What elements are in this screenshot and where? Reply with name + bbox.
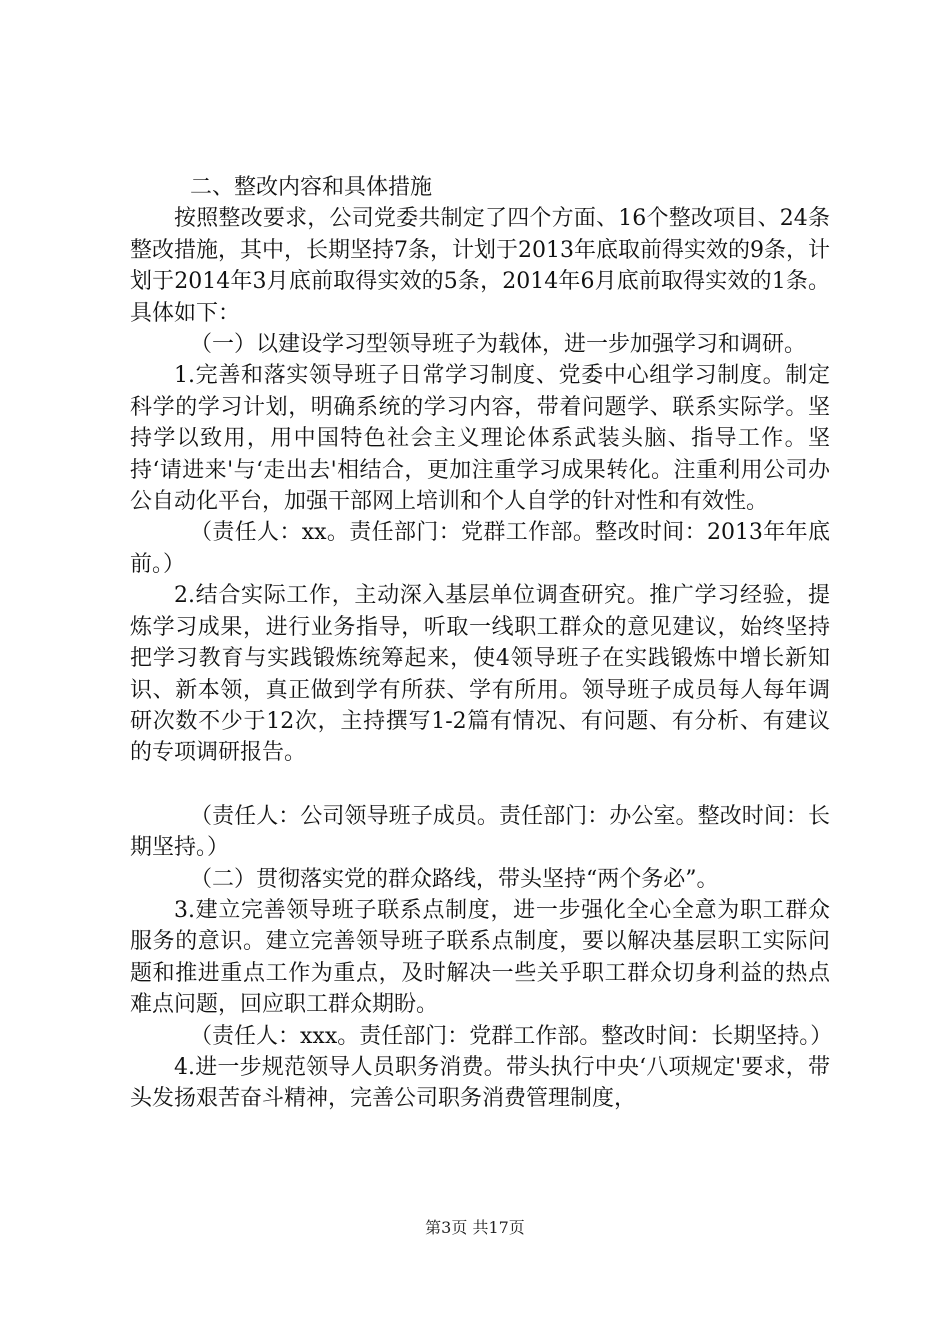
responsibility-note: （责任人：xxx。责任部门：党群工作部。整改时间：长期坚持。） [190,1023,833,1049]
responsibility-note: （责任人：xx。责任部门：党群工作部。整改时间：2013年年底前。） [130,520,830,577]
subsection-heading: （一）以建设学习型领导班子为载体，进一步加强学习和调研。 [190,332,807,358]
measure-item: 3.建立完善领导班子联系点制度，进一步强化全心全意为职工群众服务的意识。建立完善领导班子联系点制度，要以解决基层职工实际问题和推进重点工作为重点，及时解决一些关乎职工群众切身利益的热点难点问题，回应职工群众期盼。 [130,897,830,1018]
body-paragraph: 按照整改要求，公司党委共制定了四个方面、16个整改项目、24条整改措施，其中，长期坚持7条，计划于2013年底取前得实效的9条，计划于2014年3月底前取得实效的5条，2014年6月底前取得实效的1条。具体如下： [130,206,830,326]
subsection-heading: （二）贯彻落实党的群众路线，带头坚持“两个务必”。 [190,866,719,892]
document-body [130,172,833,1115]
responsibility-note: （责任人：公司领导班子成员。责任部门：办公室。整改时间：长期坚持。） [130,803,830,861]
section-heading: 二、整改内容和具体措施 [190,175,433,200]
measure-item: 2.结合实际工作，主动深入基层单位调查研究。推广学习经验，提炼学习成果，进行业务指导，听取一线职工群众的意见建议，始终坚持把学习教育与实践锻炼统筹起来，使4领导班子在实践锻炼中增长新知识、新本领，真正做到学有所获、学有所用。领导班子成员每人每年调研次数不少于12次，主持撰写1-2篇有情况、有问题、有分析、有建议的专项调研报告。 [130,583,830,766]
measure-item: 4.进一步规范领导人员职务消费。带头执行中央‘八项规定'要求，带头发扬艰苦奋斗精神，完善公司职务消费管理制度， [130,1054,830,1112]
measure-item: 1.完善和落实领导班子日常学习制度、党委中心组学习制度。制定科学的学习计划，明确系统的学习内容，带着问题学、联系实际学。坚持学以致用，用中国特色社会主义理论体系武装头脑、指导工作。坚持‘请进来'与‘走出去'相结合，更加注重学习成果转化。注重利用公司办公自动化平台，加强干部网上培训和个人自学的针对性和有效性。 [130,363,830,515]
page-number-footer: 第3页 共17页 [425,1218,525,1237]
